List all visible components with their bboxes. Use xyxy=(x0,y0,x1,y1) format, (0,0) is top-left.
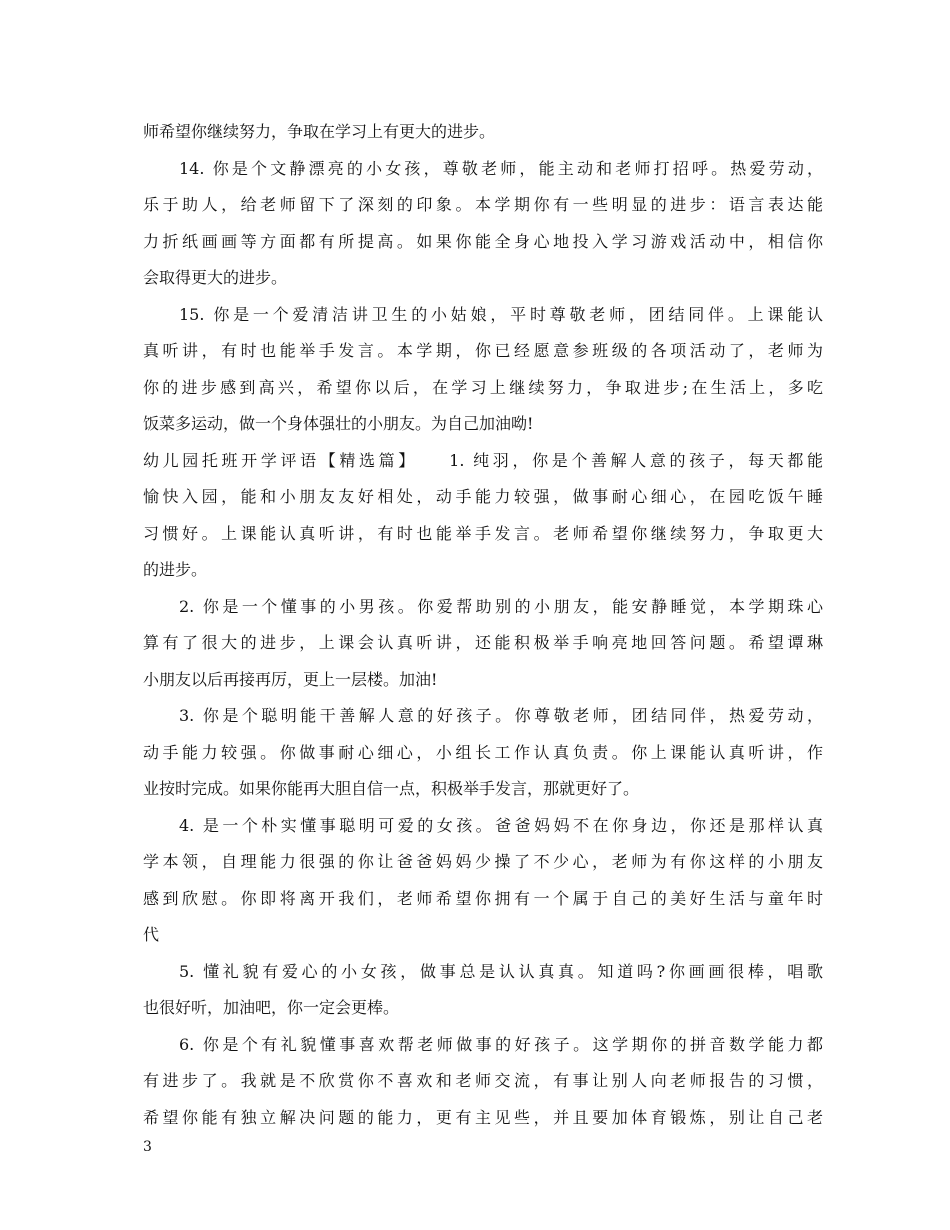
text-line: 感到欣慰。你即将离开我们，老师希望你拥有一个属于自己的美好生活与童年时 xyxy=(143,888,823,908)
text-line: 有进步了。我就是不欣赏你不喜欢和老师交流，有事让别人向老师报告的习惯， xyxy=(143,1071,823,1090)
text-line: 力折纸画画等方面都有所提高。如果你能全身心地投入学习游戏活动中，相信你 xyxy=(143,231,823,251)
text-line: 业按时完成。如果你能再大胆自信一点，积极举手发言，那就更好了。 xyxy=(143,779,640,798)
text-line: 愉快入园，能和小朋友友好相处，动手能力较强，做事耐心细心，在园吃饭午睡 xyxy=(143,487,823,506)
text-line: 习惯好。上课能认真听讲，有时也能举手发言。老师希望你继续努力，争取更大 xyxy=(143,523,823,543)
page-number: 3 xyxy=(143,1139,152,1155)
text-line: 师希望你继续努力，争取在学习上有更大的进步。 xyxy=(143,122,496,141)
text-line: 动手能力较强。你做事耐心细心，小组长工作认真负责。你上课能认真听讲，作 xyxy=(143,742,823,762)
text-line: 学本领，自理能力很强的你让爸爸妈妈少操了不少心，老师为有你这样的小朋友 xyxy=(143,852,823,871)
text-line: 你的进步感到高兴，希望你以后，在学习上继续努力，争取进步;在生活上，多吃 xyxy=(143,377,823,397)
text-line: 会取得更大的进步。 xyxy=(143,268,288,287)
text-line: 2. 你是一个懂事的小男孩。你爱帮助别的小朋友，能安静睡觉，本学期珠心 xyxy=(179,596,823,616)
text-line: 乐于助人，给老师留下了深刻的印象。本学期你有一些明显的进步：语言表达能 xyxy=(143,195,823,214)
text-line: 幼儿园托班开学评语【精选篇】 1. 纯羽，你是个善解人意的孩子，每天都能 xyxy=(143,450,823,470)
text-line: 代 xyxy=(143,925,160,944)
text-line: 希望你能有独立解决问题的能力，更有主见些，并且要加体育锻炼，别让自己老 xyxy=(143,1107,823,1127)
text-line: 真听讲，有时也能举手发言。本学期，你已经愿意参班级的各项活动了，老师为 xyxy=(143,341,823,360)
text-line: 小朋友以后再接再厉，更上一层楼。加油! xyxy=(143,669,438,689)
text-line: 4. 是一个朴实懂事聪明可爱的女孩。爸爸妈妈不在你身边，你还是那样认真 xyxy=(179,815,823,835)
document-body xyxy=(143,114,823,1136)
text-line: 也很好听，加油吧，你一定会更棒。 xyxy=(143,998,400,1017)
text-line: 15. 你是一个爱清洁讲卫生的小姑娘，平时尊敬老师，团结同伴。上课能认 xyxy=(179,304,823,324)
text-line: 算有了很大的进步，上课会认真听讲，还能积极举手响亮地回答问题。希望谭琳 xyxy=(143,633,823,652)
text-line: 3. 你是个聪明能干善解人意的好孩子。你尊敬老师，团结同伴，热爱劳动， xyxy=(179,706,823,725)
text-line: 饭菜多运动，做一个身体强壮的小朋友。为自己加油呦! xyxy=(143,414,534,433)
text-line: 的进步。 xyxy=(143,560,208,579)
text-line: 5. 懂礼貌有爱心的小女孩，做事总是认认真真。知道吗?你画画很棒，唱歌 xyxy=(179,961,823,981)
text-line: 14. 你是个文静漂亮的小女孩，尊敬老师，能主动和老师打招呼。热爱劳动， xyxy=(179,158,823,178)
text-line: 6. 你是个有礼貌懂事喜欢帮老师做事的好孩子。这学期你的拼音数学能力都 xyxy=(179,1034,823,1054)
